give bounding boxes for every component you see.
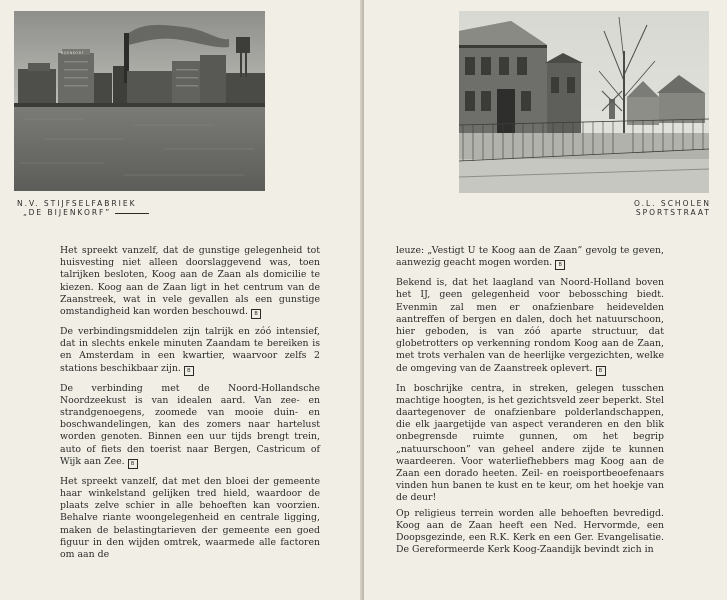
caption-line-1: N.V. STIJFSELFABRIEK [17, 199, 137, 208]
left-page [0, 0, 362, 600]
end-mark-icon: B [128, 459, 138, 469]
caption-line-2: SPORTSTRAAT [635, 208, 711, 217]
right-page [364, 0, 727, 600]
end-mark-icon: B [555, 260, 565, 270]
left-body-text [60, 245, 320, 568]
right-body-text [396, 245, 664, 563]
caption-line-1: O.L. SCHOLEN [634, 199, 711, 208]
paragraph: Bekend is, dat het laagland van Noord-Holland boven het IJ, geen gelegenheid voor bebossching biedt. Evenmin zal men er onafzienbare heidevelden aantreffen of bergen en dalen, doch het natuurschoon, hier geboden, is van zóó aparte structuur, dat globetrotters op verkenning rondom Koog aan de Zaan, met trots verhalen van de heerlijke vergezichten, welke de omgeving van de Zaanstreek oplevert. B [396, 277, 664, 374]
caption-rule [115, 213, 149, 214]
school-photo [459, 11, 709, 193]
paragraph: Op religieus terrein worden alle behoeften bevredigd. Koog aan de Zaan heeft een Ned. Hervormde, een Doopsgezinde, een R.K. Kerk en een Ger. Evangelisatie. De Gereformeerde Kerk Koog-Zaandijk bevindt zich in [396, 507, 664, 556]
end-mark-icon: B [184, 366, 194, 376]
end-mark-icon: B [596, 366, 606, 376]
factory-caption [17, 199, 149, 217]
factory-photo [14, 11, 265, 191]
paragraph: De verbindingsmiddelen zijn talrijk en zóó intensief, dat in slechts enkele minuten Zaandam te bereiken is en Amsterdam in een kwartier, waarvoor zelfs 2 stations beschikbaar zijn. B [60, 326, 320, 374]
caption-line-2: „DE BIJENKORF” [23, 208, 112, 217]
school-caption [634, 199, 711, 217]
factory-sign-text: BIJENKORF [61, 51, 85, 55]
paragraph: In boschrijke centra, in streken, gelegen tusschen machtige hoogten, is het gezichtsveld zeer beperkt. Stel daartegenover de onafzienbare polderlandschappen, die elk jaargetijde van aspect veranderen en den blik onbegrensde ruimte gunnen, om het begrip „natuurschoon” van geheel andere zijde te kunnen waardeeren. Voor waterliefhebbers mag Koog aan de Zaan een dorado heeten. Zeil- en roeisportbeoefenaars vinden hun banen te kust en te keur, om het hoekje van de deur! [396, 382, 664, 504]
paragraph: De verbinding met de Noord-Hollandsche Noordzeekust is van idealen aard. Van zee- en strandgenoegens, zoomede van mooie duin- en boschwandelingen, kan des zomers naar hartelust worden genoten. Binnen een uur tijds brengt trein, auto of fiets den toerist naar Bergen, Castricum of Wijk aan Zee. B [60, 382, 320, 467]
paragraph: Het spreekt vanzelf, dat de gunstige gelegenheid tot huisvesting niet alleen doorslaggevend was, toen talrijken besloten, Koog aan de Zaan als domicilie te kiezen. Koog aan de Zaan ligt in het centrum van de Zaanstreek, wat in vele gevallen als een gunstige omstandigheid kan worden beschouwd. B [60, 245, 320, 318]
end-mark-icon: B [251, 309, 261, 319]
paragraph: Het spreekt vanzelf, dat met den bloei der gemeente haar winkelstand gelijken tred hield, waardoor de plaats zelve schier in alle behoeften kan voorzien. Behalve riante woongelegenheid en centrale ligging, maken de belastingtarieven der gemeente een goed figuur in den wijden omtrek, waarmede alle factoren om aan de [60, 475, 320, 561]
paragraph: leuze: „Vestigt U te Koog aan de Zaan” gevolg te geven, aanwezig geacht mogen worden. B [396, 245, 664, 269]
